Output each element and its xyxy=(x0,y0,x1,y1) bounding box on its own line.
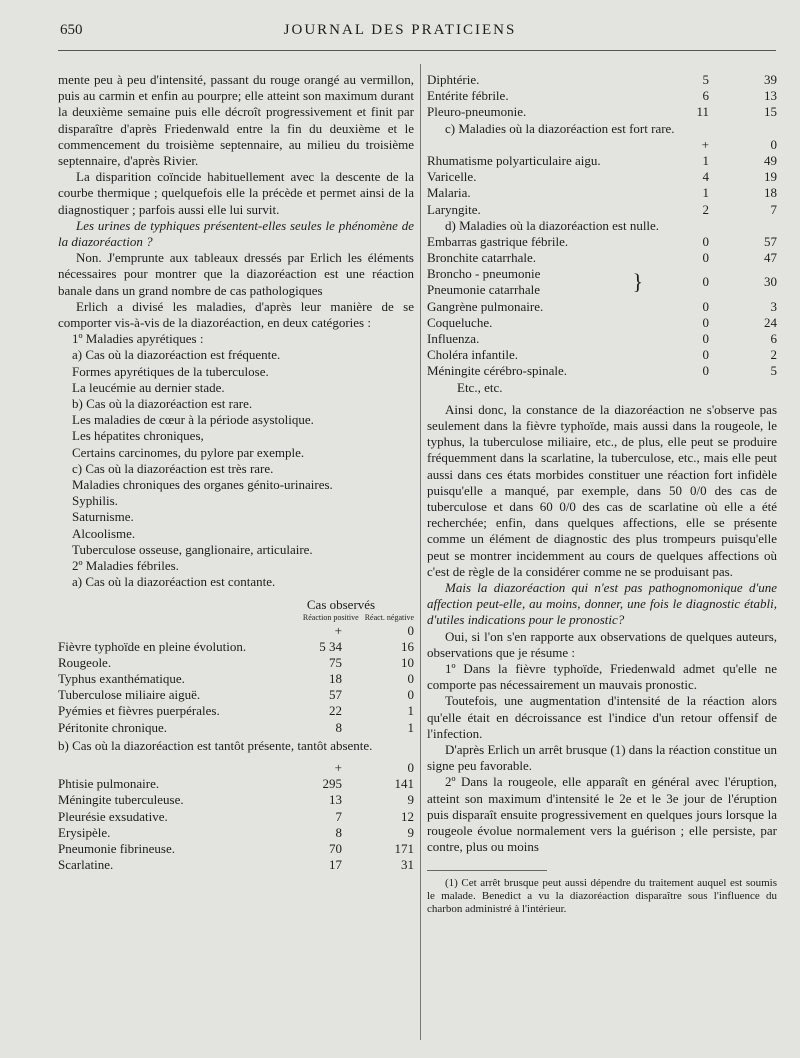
disease-name: Entérite fébrile. xyxy=(427,88,509,104)
sign-row xyxy=(427,137,777,153)
table-row xyxy=(427,363,777,379)
negative-count: 9 xyxy=(407,824,414,840)
table-row xyxy=(427,169,777,185)
paragraph: 2º Dans la rougeole, elle apparaît en général avec l'éruption, atteint son maximum d'intensité le 2e et le 3e jour de l'éruption puis disparaît ensuite progressivement en quelques jours lorsque la rougeole évolue normalement vers la guérison ; elle persiste, par contre, plus ou moins xyxy=(427,774,777,855)
positive-count: 295 xyxy=(322,776,342,792)
list-item: a) Cas où la diazoréaction est contante. xyxy=(72,574,276,590)
paragraph: Oui, si l'on s'en rapporte aux observations de quelques auteurs, observations que je résume : xyxy=(427,628,777,660)
negative-count: 2 xyxy=(770,347,777,363)
table-row xyxy=(427,250,777,266)
table-row xyxy=(427,153,777,169)
disease-name: Typhus exanthématique. xyxy=(58,671,185,687)
disease-name: Phtisie pulmonaire. xyxy=(58,776,160,792)
table-row xyxy=(58,720,414,736)
disease-name: Rhumatisme polyarticulaire aigu. xyxy=(427,152,601,168)
table-row xyxy=(427,104,777,120)
positive-count: 8 xyxy=(335,719,342,735)
list-item: La leucémie au dernier stade. xyxy=(72,379,225,395)
disease-name: Erysipèle. xyxy=(58,824,111,840)
question-italic: Mais la diazoréaction qui n'est pas pathognomonique d'une affection peut-elle, au moins, donner, une fois le diagnostic établi, d'utiles indications pour le pronostic? xyxy=(427,580,777,628)
section-b-heading: b) Cas où la diazoréaction est tantôt présente, tantôt absente. xyxy=(58,737,373,753)
pneumonie-line: Pneumonie catarrhale xyxy=(427,282,540,298)
disease-name: Embarras gastrique fébrile. xyxy=(427,233,569,249)
table-row xyxy=(427,266,777,298)
positive-count: 70 xyxy=(329,840,342,856)
positive-count: 0 xyxy=(702,233,709,249)
table-variable xyxy=(58,776,414,873)
broncho-line: Broncho - pneumonie xyxy=(427,266,541,282)
paragraph: Ainsi donc, la constance de la diazoréaction ne s'observe pas seulement dans la fièvre typhoïde, mais aussi dans la rougeole, le typhus, la tuberculose miliaire, etc., de plus, elle peut se produire fréquemment dans la scarlatine, la tuberculose, etc., mais elle peut aussi dans ces états morbides constituer une réaction fort infidèle puisqu'elle a manqué, par exemple, dans 50 0/0 des cas de tuberculose et dans 60 0/0 des cas de scarlatine où elle a été recherchée; enfin, dans quelques affections, elle se présente comme un élément de diagnostic des plus trompeurs puisqu'elle peut se montrer incidemment au cours de quelques affections où c'est de règle de la considérer comme ne se produisant pas. xyxy=(427,401,777,579)
paragraph: La disparition coïncide habituellement avec la descente de la courbe thermique ; quelquefois elle la précède et permet ainsi de la diagnostiquer ; parfois aussi elle lui survit. xyxy=(58,169,414,217)
table-row xyxy=(58,825,414,841)
zero-sign: 0 xyxy=(407,622,414,638)
table-row xyxy=(427,315,777,331)
disease-name: Rougeole. xyxy=(58,654,112,670)
disease-name: Malaria. xyxy=(427,185,471,201)
header-rule xyxy=(58,50,776,51)
negative-count: 31 xyxy=(401,857,414,873)
table-row xyxy=(58,857,414,873)
list-item: Maladies chroniques des organes génito-urinaires. xyxy=(72,477,333,493)
positive-count: 0 xyxy=(702,347,709,363)
positive-count: 18 xyxy=(329,671,342,687)
positive-count: 4 xyxy=(702,169,709,185)
table-row xyxy=(58,776,414,792)
positive-count: 75 xyxy=(329,654,342,670)
disease-name: Méningite tuberculeuse. xyxy=(58,792,184,808)
positive-count: 5 xyxy=(702,71,709,87)
negative-count: 9 xyxy=(407,792,414,808)
disease-name: Choléra infantile. xyxy=(427,347,518,363)
positive-count: 0 xyxy=(702,274,709,290)
positive-reaction-heading: Réaction positive xyxy=(302,612,359,622)
page-number: 650 xyxy=(60,22,83,38)
left-column xyxy=(58,72,414,873)
table-row xyxy=(58,655,414,671)
table-row xyxy=(427,299,777,315)
disease-name: Laryngite. xyxy=(427,201,481,217)
positive-count: 17 xyxy=(329,857,342,873)
negative-count: 5 xyxy=(770,363,777,379)
list-item: Syphilis. xyxy=(72,493,118,509)
positive-count: 13 xyxy=(329,792,342,808)
sign-row xyxy=(58,623,414,639)
positive-count: 57 xyxy=(329,687,342,703)
list-item: b) Cas où la diazoréaction est rare. xyxy=(72,396,253,412)
negative-count: 10 xyxy=(401,654,414,670)
negative-count: 19 xyxy=(764,169,777,185)
negative-count: 16 xyxy=(401,638,414,654)
disease-name: Varicelle. xyxy=(427,169,477,185)
zero-sign: 0 xyxy=(407,760,414,776)
disease-name: Diphtérie. xyxy=(427,71,480,87)
disease-name: Gangrène pulmonaire. xyxy=(427,298,544,314)
zero-sign: 0 xyxy=(770,136,777,152)
negative-count: 6 xyxy=(770,331,777,347)
footnote: (1) Cet arrêt brusque peut aussi dépendre du traitement auquel est soumis le malade. Benedict a vu la diazoréaction disparaître sous l'influence du charbon administré à l'intérieur. xyxy=(427,876,777,915)
table-null-continued xyxy=(427,299,777,380)
positive-count: 0 xyxy=(702,298,709,314)
table-row xyxy=(427,72,777,88)
table-row xyxy=(427,88,777,104)
disease-name: Pleuro-pneumonie. xyxy=(427,104,527,120)
sign-row xyxy=(58,760,414,776)
disease-category-list xyxy=(58,331,414,590)
right-column xyxy=(427,72,777,916)
brace-glyph: } xyxy=(632,269,643,295)
disease-name: Pneumonie fibrineuse. xyxy=(58,840,175,856)
positive-count: 6 xyxy=(702,88,709,104)
etc-line: Etc., etc. xyxy=(457,379,503,395)
list-item: Alcoolisme. xyxy=(72,525,136,541)
list-item: Tuberculose osseuse, ganglionaire, articulaire. xyxy=(72,541,313,557)
table-row xyxy=(427,347,777,363)
list-item: Certains carcinomes, du pylore par exemple. xyxy=(72,444,305,460)
plus-sign: + xyxy=(334,760,342,776)
disease-name: Scarlatine. xyxy=(58,857,114,873)
negative-reaction-heading: Réact. négative xyxy=(364,612,414,622)
positive-count: 0 xyxy=(702,314,709,330)
negative-count: 15 xyxy=(764,104,777,120)
list-item: Saturnisme. xyxy=(72,509,134,525)
footnote-rule xyxy=(427,870,547,871)
positive-count: 22 xyxy=(329,703,342,719)
table-row xyxy=(58,703,414,719)
negative-count: 30 xyxy=(764,274,777,290)
positive-count: 0 xyxy=(702,331,709,347)
paragraph: Non. J'emprunte aux tableaux dressés par Erlich les éléments nécessaires pour montrer que la diazoréaction est une réaction banale dans un grand nombre de cas pathologiques xyxy=(58,250,414,298)
disease-name: Tuberculose miliaire aiguë. xyxy=(58,687,201,703)
section-c-heading: c) Maladies où la diazoréaction est fort rare. xyxy=(445,120,675,136)
negative-count: 141 xyxy=(394,776,414,792)
table-row xyxy=(427,234,777,250)
disease-name: Bronchite catarrhale. xyxy=(427,250,536,266)
list-item: Formes apyrétiques de la tuberculose. xyxy=(72,363,269,379)
paragraph: Erlich a divisé les maladies, d'après leur manière de se comporter vis-à-vis de la diazoréaction, en deux catégories : xyxy=(58,298,414,331)
negative-count: 7 xyxy=(770,201,777,217)
table-row xyxy=(58,639,414,655)
negative-count: 49 xyxy=(764,152,777,168)
table-row xyxy=(58,687,414,703)
list-item: 2º Maladies fébriles. xyxy=(72,558,179,574)
page-header xyxy=(0,18,800,48)
negative-count: 3 xyxy=(770,298,777,314)
positive-count: 11 xyxy=(696,104,709,120)
plus-sign: + xyxy=(701,136,709,152)
table-rare xyxy=(427,153,777,218)
cas-observes-heading: Cas observés xyxy=(306,596,376,612)
disease-name: Fièvre typhoïde en pleine évolution. xyxy=(58,638,247,654)
positive-count: 8 xyxy=(335,824,342,840)
positive-count: 0 xyxy=(702,363,709,379)
positive-count: 1 xyxy=(702,185,709,201)
journal-title: JOURNAL DES PRATICIENS xyxy=(283,22,517,38)
list-item: c) Cas où la diazoréaction est très rare. xyxy=(72,460,274,476)
negative-count: 0 xyxy=(407,671,414,687)
paragraph: Toutefois, une augmentation d'intensité de la réaction alors qu'elle était en décroissance est l'indice d'un retour offensif de l'infection. xyxy=(427,693,777,741)
positive-count: 7 xyxy=(335,808,342,824)
table-row xyxy=(427,202,777,218)
table-row xyxy=(58,841,414,857)
table-row xyxy=(427,331,777,347)
paragraph: D'après Erlich un arrêt brusque (1) dans la réaction constitue un signe peu favorable. xyxy=(427,742,777,774)
paragraph: mente peu à peu d'intensité, passant du rouge orangé au vermillon, puis au carmin et enfin au pourpre; elle atteint son maximum durant la deuxième semaine puis elle décroît progressivement et finit par disparaître d'après Friedenwald entre la fin du deuxième et le commencement du troisième septennaire, au milieu du troisième septennaire, d'après Rivier. xyxy=(58,72,414,169)
positive-count: 5 34 xyxy=(319,638,342,654)
disease-name: Influenza. xyxy=(427,331,480,347)
negative-count: 47 xyxy=(764,250,777,266)
disease-name xyxy=(427,266,632,298)
negative-count: 39 xyxy=(764,71,777,87)
negative-count: 57 xyxy=(764,233,777,249)
section-d-heading: d) Maladies où la diazoréaction est nulle. xyxy=(445,217,660,233)
positive-count: 2 xyxy=(702,201,709,217)
column-subheadings xyxy=(58,613,414,623)
negative-count: 1 xyxy=(407,703,414,719)
positive-count: 1 xyxy=(702,152,709,168)
table-constant xyxy=(58,639,414,736)
table-row xyxy=(58,792,414,808)
list-item: a) Cas où la diazoréaction est fréquente. xyxy=(72,347,281,363)
table-null xyxy=(427,234,777,266)
list-item: Les hépatites chroniques, xyxy=(72,428,204,444)
disease-name: Pyémies et fièvres puerpérales. xyxy=(58,703,220,719)
negative-count: 18 xyxy=(764,185,777,201)
table-row xyxy=(58,809,414,825)
list-item: 1º Maladies apyrétiques : xyxy=(72,331,204,347)
table-row xyxy=(427,185,777,201)
negative-count: 24 xyxy=(764,314,777,330)
disease-name: Pleurésie exsudative. xyxy=(58,808,168,824)
paragraph: 1º Dans la fièvre typhoïde, Friedenwald admet qu'elle ne comporte pas nécessairement un mauvais pronostic. xyxy=(427,661,777,693)
disease-name: Coqueluche. xyxy=(427,314,493,330)
negative-count: 12 xyxy=(401,808,414,824)
column-divider xyxy=(420,64,421,1040)
negative-count: 171 xyxy=(394,840,414,856)
negative-count: 1 xyxy=(407,719,414,735)
positive-count: 0 xyxy=(702,250,709,266)
negative-count: 0 xyxy=(407,687,414,703)
disease-name: Péritonite chronique. xyxy=(58,719,168,735)
question-italic: Les urines de typhiques présentent-elles seules le phénomène de la diazoréaction ? xyxy=(58,217,414,250)
plus-sign: + xyxy=(334,622,342,638)
disease-name: Méningite cérébro-spinale. xyxy=(427,363,568,379)
list-item: Les maladies de cœur à la période asystolique. xyxy=(72,412,314,428)
negative-count: 13 xyxy=(764,88,777,104)
table-variable-continued xyxy=(427,72,777,121)
table-row xyxy=(58,671,414,687)
